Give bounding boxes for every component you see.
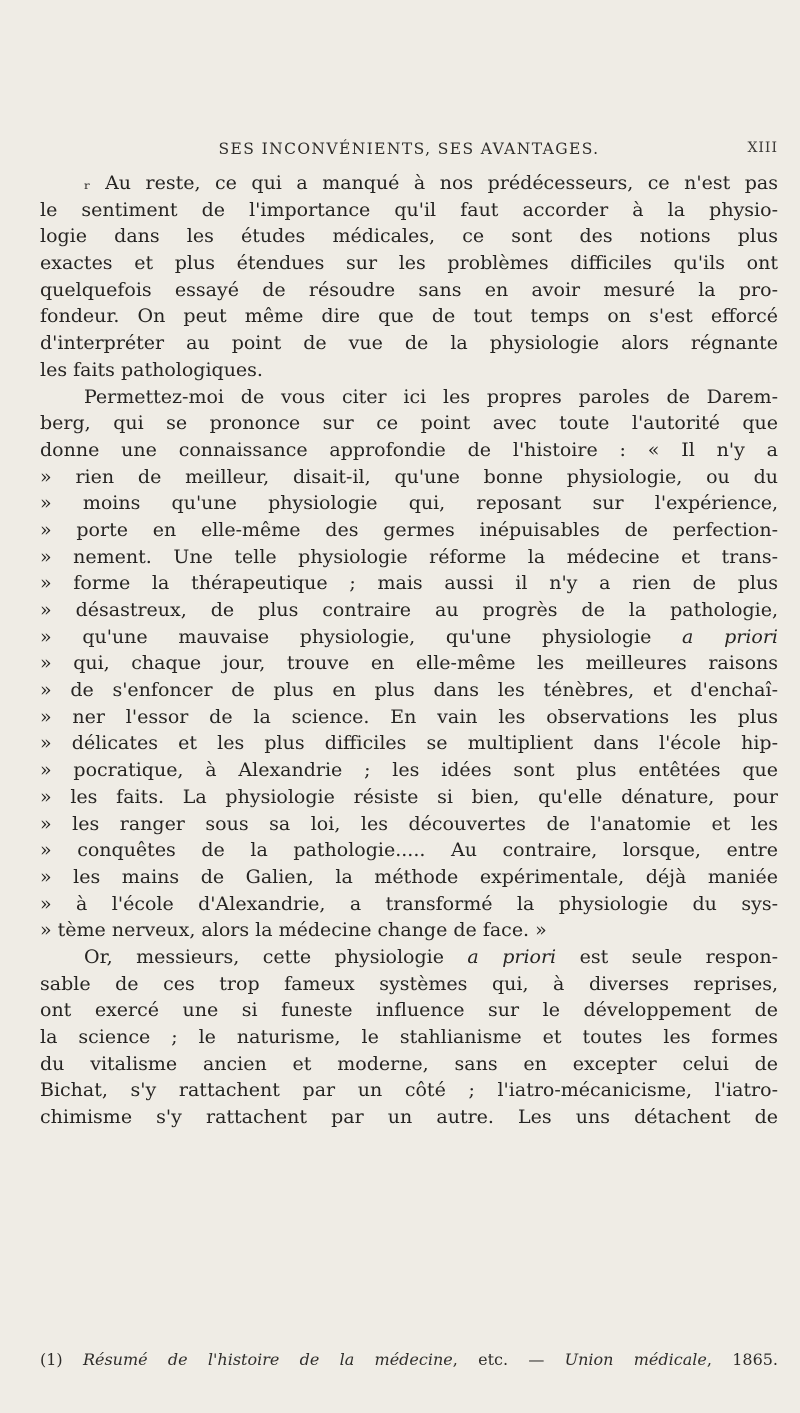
quote-line: » conquêtes de la pathologie..... Au contraire, lorsque, entre <box>40 839 778 862</box>
quote-line: » tème nerveux, alors la médecine change de face. » <box>40 919 547 942</box>
text-line: Bichat, s'y rattachent par un côté ; l'iatro-mécanicisme, l'iatro- <box>40 1079 778 1102</box>
text-line: du vitalisme ancien et moderne, sans en excepter celui de <box>40 1052 778 1075</box>
line-start: Or, messieurs, cette physiologie <box>84 945 468 968</box>
quote-line: » rien de meilleur, disait-il, qu'une bonne physiologie, ou du <box>40 465 778 488</box>
text-line: logie dans les études médicales, ce sont des notions plus <box>40 225 778 248</box>
footnote-mark: (1) <box>40 1350 63 1369</box>
quote-line: » les ranger sous sa loi, les découvertes de l'anatomie et les <box>40 812 778 835</box>
quote-line: » délicates et les plus difficiles se multiplient dans l'école hip- <box>40 732 778 755</box>
text-line: ont exercé une si funeste influence sur le développement de <box>40 999 778 1022</box>
footnote <box>40 1350 778 1369</box>
quote-line: » forme la thérapeutique ; mais aussi il n'y a rien de plus <box>40 572 778 595</box>
quote-line: » à l'école d'Alexandrie, a transformé la physiologie du sys- <box>40 892 778 915</box>
page-header <box>40 118 778 158</box>
footnote-title: Résumé de l'histoire de la médecine <box>82 1350 453 1369</box>
page-number: XIII <box>747 140 778 156</box>
text-line: exactes et plus étendues sur les problèmes difficiles qu'ils ont <box>40 252 778 275</box>
line-end: est seule respon- <box>556 945 778 968</box>
text-line: berg, qui se prononce sur ce point avec toute l'autorité que <box>40 412 778 435</box>
footnote-etc: , etc. — <box>452 1350 565 1369</box>
quote-line: » porte en elle-même des germes inépuisables de perfection- <box>40 518 778 541</box>
quote-line: » nement. Une telle physiologie réforme la médecine et trans- <box>40 545 778 568</box>
quote-line: » de s'enfoncer de plus en plus dans les ténèbres, et d'enchaî- <box>40 679 778 702</box>
text-line: les faits pathologiques. <box>40 358 263 381</box>
text-line: chimisme s'y rattachent par un autre. Les uns détachent de <box>40 1106 778 1129</box>
quote-line: » pocratique, à Alexandrie ; les idées sont plus entêtées que <box>40 759 778 782</box>
body-text <box>40 170 778 1131</box>
text-line <box>40 944 778 971</box>
quote-line: » qui, chaque jour, trouve en elle-même les meilleures raisons <box>40 652 778 675</box>
quote-line: » ner l'essor de la science. En vain les observations les plus <box>40 705 778 728</box>
text-line: ᵣ Au reste, ce qui a manqué à nos prédécesseurs, ce n'est pas <box>84 172 778 194</box>
quote-line: » les mains de Galien, la méthode expérimentale, déjà maniée <box>40 865 778 888</box>
text-line: sable de ces trop fameux systèmes qui, à diverses reprises, <box>40 972 778 995</box>
text-line: quelquefois essayé de résoudre sans en avoir mesuré la pro- <box>40 278 778 301</box>
text-line: fondeur. On peut même dire que de tout temps on s'est efforcé <box>40 305 778 328</box>
quote-line <box>40 624 778 651</box>
quote-line: » les faits. La physiologie résiste si bien, qu'elle dénature, pour <box>40 785 778 808</box>
text-line: donne une connaissance approfondie de l'histoire : « Il n'y a <box>40 438 778 461</box>
footnote-journal: Union médicale <box>564 1350 707 1369</box>
text-line: d'interpréter au point de vue de la physiologie alors régnante <box>40 332 778 355</box>
text-line: le sentiment de l'importance qu'il faut accorder à la physio- <box>40 198 778 221</box>
italic-phrase: a priori <box>682 625 778 648</box>
quote-line: » moins qu'une physiologie qui, reposant sur l'expérience, <box>40 492 778 515</box>
quote-line-start: » qu'une mauvaise physiologie, qu'une physiologie <box>40 625 683 648</box>
running-title: SES INCONVÉNIENTS, SES AVANTAGES. <box>218 140 600 158</box>
text-line: la science ; le naturisme, le stahlianisme et toutes les formes <box>40 1026 778 1048</box>
footnote-year: , 1865. <box>706 1350 779 1369</box>
italic-phrase: a priori <box>467 945 557 968</box>
quote-line: » désastreux, de plus contraire au progrès de la pathologie, <box>40 599 778 621</box>
text-line: Permettez-moi de vous citer ici les propres paroles de Darem- <box>84 385 778 408</box>
